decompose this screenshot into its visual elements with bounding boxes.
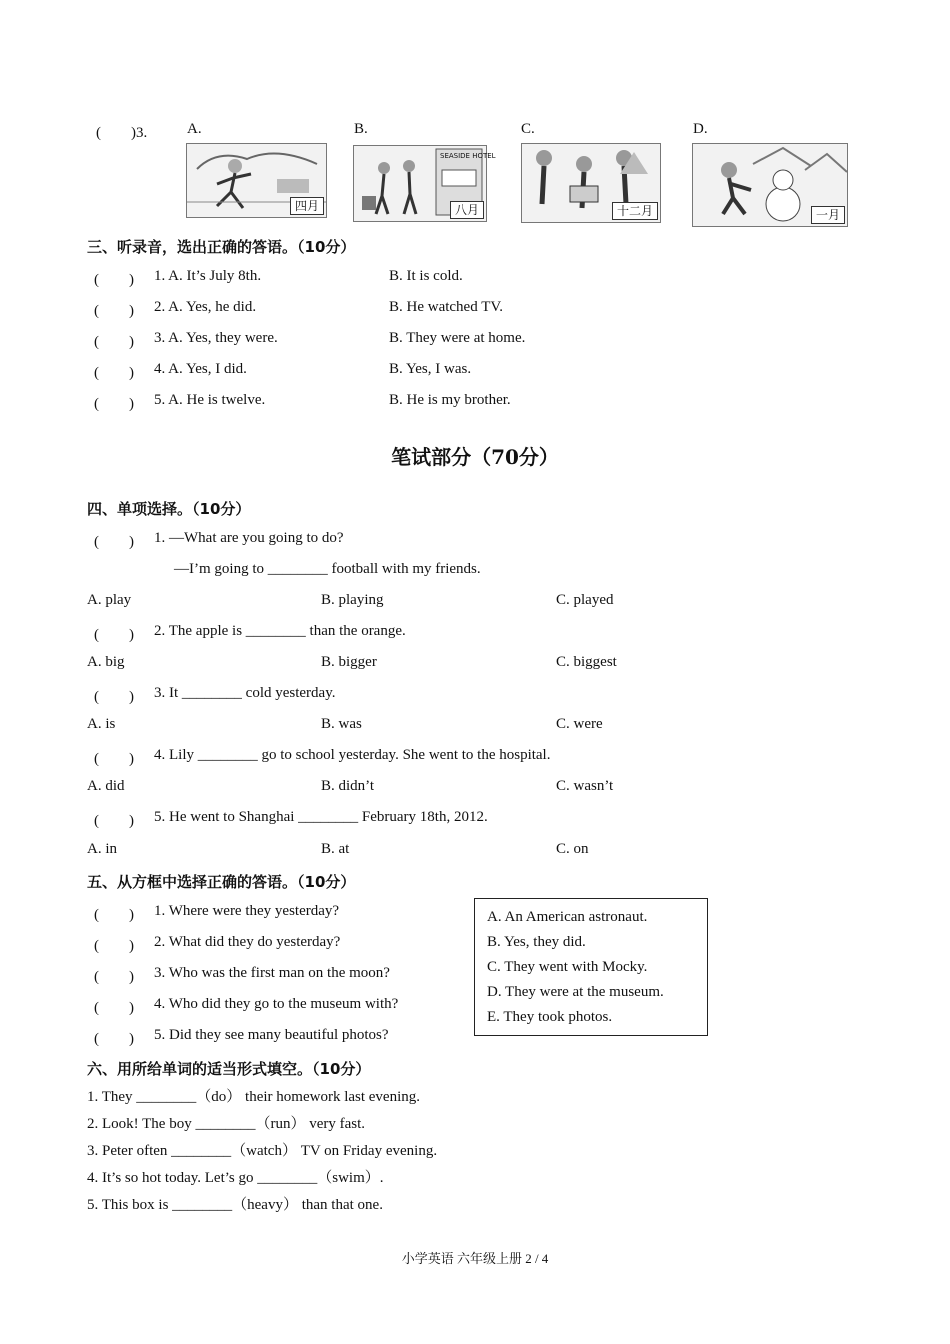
answer-blank[interactable]: ( ) [94, 938, 134, 954]
s6-q4[interactable]: 4. It’s so hot today. Let’s go ________（swim）. [87, 1170, 384, 1186]
s3-q5-option-a: 5. A. He is twelve. [154, 392, 266, 408]
answer-blank[interactable]: ( ) [94, 534, 134, 550]
section5-title: 五、从方框中选择正确的答语。（10分） [87, 873, 356, 891]
box-option-e: E. They took photos. [487, 1009, 613, 1025]
s4-q1-option-c: C. played [556, 592, 614, 608]
listen-q3-number: ( )3. [96, 125, 148, 141]
box-option-c: C. They went with Mocky. [487, 959, 648, 975]
s3-q2-option-b: B. He watched TV. [389, 299, 504, 315]
s4-q3-question: 3. It ________ cold yesterday. [154, 685, 336, 701]
box-option-d: D. They were at the museum. [487, 984, 664, 1000]
option-c-month: 十二月 [612, 202, 658, 220]
s3-q2-option-a: 2. A. Yes, he did. [154, 299, 257, 315]
s5-q5-question: 5. Did they see many beautiful photos? [154, 1027, 389, 1043]
s3-q1-option-a: 1. A. It’s July 8th. [154, 268, 262, 284]
s4-q3-option-b: B. was [321, 716, 362, 732]
s4-q2-option-b: B. bigger [321, 654, 377, 670]
s4-q1-option-a: A. play [87, 592, 132, 608]
answer-blank[interactable]: ( ) [94, 334, 134, 350]
answer-blank[interactable]: ( ) [94, 365, 134, 381]
s4-q5-question: 5. He went to Shanghai ________ February 18th, 2012. [154, 809, 488, 825]
answer-blank[interactable]: ( ) [94, 689, 134, 705]
answer-blank[interactable]: ( ) [94, 813, 134, 829]
option-a-picture[interactable] [186, 143, 327, 218]
option-b-picture[interactable] [353, 145, 496, 222]
page-footer: 小学英语 六年级上册 2 / 4 [401, 1251, 549, 1266]
s4-q2-question: 2. The apple is ________ than the orange. [154, 623, 406, 639]
section3-title: 三、听录音，选出正确的答语。（10分） [87, 238, 356, 256]
option-d-picture[interactable] [692, 143, 848, 227]
s3-q3-option-a: 3. A. Yes, they were. [154, 330, 278, 346]
s4-q5-option-b: B. at [321, 841, 350, 857]
s4-q5-option-a: A. in [87, 841, 117, 857]
s4-q4-question: 4. Lily ________ go to school yesterday. She went to the hospital. [154, 747, 551, 763]
answer-blank[interactable]: ( ) [94, 907, 134, 923]
s5-q1-question: 1. Where were they yesterday? [154, 903, 340, 919]
s4-q4-option-c: C. wasn’t [556, 778, 614, 794]
answer-blank[interactable]: ( ) [94, 1000, 134, 1016]
s5-q2-question: 2. What did they do yesterday? [154, 934, 341, 950]
answer-blank[interactable]: ( ) [94, 396, 134, 412]
answer-blank[interactable]: ( ) [94, 1031, 134, 1047]
section4-title: 四、单项选择。（10分） [87, 500, 251, 518]
option-c-letter: C. [521, 121, 535, 137]
s6-q3[interactable]: 3. Peter often ________（watch） TV on Friday evening. [87, 1143, 438, 1159]
s4-q4-option-b: B. didn’t [321, 778, 375, 794]
answer-blank[interactable]: ( ) [94, 303, 134, 319]
s3-q1-option-b: B. It is cold. [389, 268, 463, 284]
option-b-month: 八月 [450, 201, 484, 219]
s4-q3-option-a: A. is [87, 716, 116, 732]
s4-q5-option-c: C. on [556, 841, 589, 857]
s4-q1-question: 1. —What are you going to do? [154, 530, 344, 546]
box-option-b: B. Yes, they did. [487, 934, 586, 950]
answer-blank[interactable]: ( ) [94, 272, 134, 288]
hotel-sign-text: SEASIDE HOTEL [440, 152, 496, 160]
s3-q3-option-b: B. They were at home. [389, 330, 526, 346]
s5-q4-question: 4. Who did they go to the museum with? [154, 996, 399, 1012]
option-c-picture[interactable] [521, 143, 661, 223]
option-d-month: 一月 [811, 206, 845, 224]
s4-q1-answer-line: —I’m going to ________ football with my friends. [174, 561, 481, 577]
section6-title: 六、用所给单词的适当形式填空。（10分） [87, 1060, 371, 1078]
s4-q2-option-a: A. big [87, 654, 125, 670]
box-option-a: A. An American astronaut. [487, 909, 648, 925]
s4-q2-option-c: C. biggest [556, 654, 617, 670]
s4-q1-option-b: B. playing [321, 592, 384, 608]
s4-q4-option-a: A. did [87, 778, 125, 794]
option-a-letter: A. [187, 121, 202, 137]
written-part-title: 笔试部分（70分） [391, 445, 559, 469]
answer-blank[interactable]: ( ) [94, 969, 134, 985]
s3-q4-option-b: B. Yes, I was. [389, 361, 472, 377]
s3-q5-option-b: B. He is my brother. [389, 392, 511, 408]
option-d-letter: D. [693, 121, 708, 137]
s6-q2[interactable]: 2. Look! The boy ________（run） very fast. [87, 1116, 366, 1132]
option-a-month: 四月 [290, 197, 324, 215]
answer-blank[interactable]: ( ) [94, 751, 134, 767]
answer-blank[interactable]: ( ) [94, 627, 134, 643]
s4-q3-option-c: C. were [556, 716, 603, 732]
option-b-letter: B. [354, 121, 368, 137]
answer-options-box [474, 898, 708, 1036]
s6-q1[interactable]: 1. They ________（do） their homework last evening. [87, 1089, 421, 1105]
s3-q4-option-a: 4. A. Yes, I did. [154, 361, 247, 377]
s6-q5[interactable]: 5. This box is ________（heavy） than that one. [87, 1197, 383, 1213]
s5-q3-question: 3. Who was the first man on the moon? [154, 965, 390, 981]
